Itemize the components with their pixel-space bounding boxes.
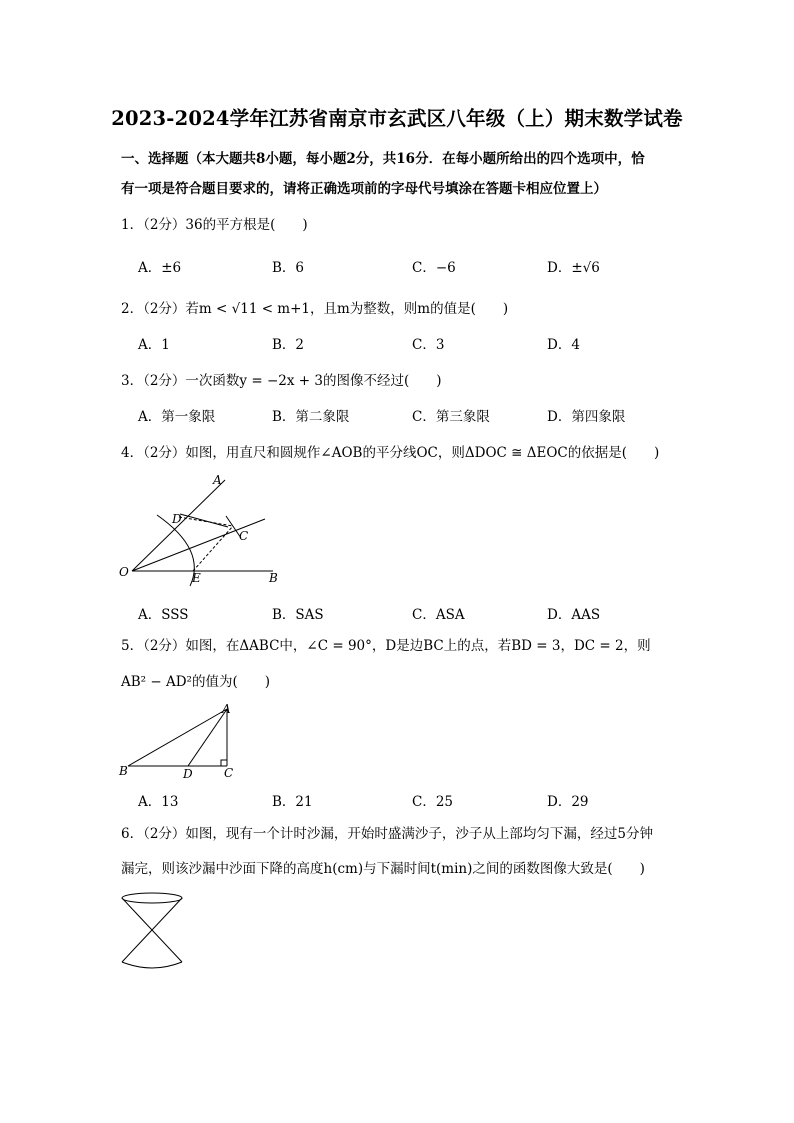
fig4-label-o: O — [119, 565, 129, 579]
segment-ec — [193, 526, 233, 571]
fig4-label-b: B — [269, 571, 278, 585]
hourglass-top-rim — [122, 893, 182, 903]
fig4-label-e: E — [192, 571, 201, 585]
question-5-stem-line1: 5．（2分）如图，在ΔABC中，∠C = 90°，D是边BC上的点，若BD = 3，DC = 2，则 — [121, 638, 651, 654]
q1-option-d[interactable]: D．±√6 — [547, 260, 600, 276]
angle-bisector-figure — [115, 468, 295, 590]
q3-option-c[interactable]: C．第三象限 — [412, 409, 490, 425]
q1-option-c[interactable]: C．−6 — [412, 260, 456, 276]
q2-option-c[interactable]: C．3 — [412, 337, 445, 353]
q5-option-c[interactable]: C．25 — [412, 794, 454, 810]
q2-option-a[interactable]: A．1 — [138, 337, 170, 353]
question-4-stem: 4．（2分）如图，用直尺和圆规作∠AOB的平分线OC，则ΔDOC ≅ ΔEOC的依据是( ) — [121, 445, 660, 461]
q5-option-b[interactable]: B．21 — [272, 794, 313, 810]
q4-option-c[interactable]: C．ASA — [412, 607, 465, 623]
q3-option-d[interactable]: D．第四象限 — [547, 409, 626, 425]
question-5-stem-line2: AB² − AD²的值为( ) — [121, 674, 270, 690]
question-1-stem: 1．（2分）36的平方根是( ) — [121, 217, 308, 233]
fig4-label-d: D — [172, 512, 182, 526]
q3-option-a[interactable]: A．第一象限 — [138, 409, 216, 425]
side-ab — [128, 709, 227, 766]
compass-arc-c1 — [180, 514, 228, 527]
q3-option-b[interactable]: B．第二象限 — [272, 409, 350, 425]
q5-option-a[interactable]: A．13 — [138, 794, 179, 810]
q5-option-d[interactable]: D．29 — [547, 794, 589, 810]
q2-option-b[interactable]: B．2 — [272, 337, 305, 353]
page-title: 2023-2024学年江苏省南京市玄武区八年级（上）期末数学试卷 — [111, 107, 683, 130]
fig4-label-a: A — [213, 473, 222, 487]
hourglass-figure — [115, 880, 195, 975]
q4-option-a[interactable]: A．SSS — [138, 607, 189, 623]
question-3-stem: 3．（2分）一次函数y = −2x + 3的图像不经过( ) — [121, 373, 442, 389]
fig5-label-c: C — [224, 766, 234, 780]
hourglass-bottom-rim — [122, 962, 182, 968]
question-2-stem: 2．（2分）若m < √11 < m+1，且m为整数，则m的值是( ) — [121, 301, 509, 317]
segment-dc — [179, 517, 233, 526]
question-6-stem-line1: 6．（2分）如图，现有一个计时沙漏，开始时盛满沙子，沙子从上部均匀下漏，经过5分钟 — [121, 826, 654, 842]
fig5-label-a: A — [222, 702, 231, 716]
q4-option-d[interactable]: D．AAS — [547, 607, 601, 623]
right-triangle-figure — [115, 698, 245, 782]
q4-option-b[interactable]: B．SAS — [272, 607, 324, 623]
q1-option-b[interactable]: B．6 — [272, 260, 305, 276]
fig5-label-d: D — [183, 767, 193, 781]
segment-ad — [188, 709, 227, 766]
section-instructions-line2: 有一项是符合题目要求的，请将正确选项前的字母代号填涂在答题卡相应位置上） — [121, 181, 607, 197]
q2-option-d[interactable]: D．4 — [547, 337, 580, 353]
question-6-stem-line2: 漏完，则该沙漏中沙面下降的高度h(cm)与下漏时间t(min)之间的函数图像大致是( ) — [121, 861, 645, 877]
fig4-label-c: C — [239, 529, 249, 543]
fig5-label-b: B — [119, 764, 128, 778]
q1-option-a[interactable]: A．±6 — [138, 260, 182, 276]
section-instructions-line1: 一、选择题（本大题共8小题，每小题2分，共16分．在每小题所给出的四个选项中，恰 — [121, 151, 645, 167]
ray-oc — [132, 519, 265, 571]
